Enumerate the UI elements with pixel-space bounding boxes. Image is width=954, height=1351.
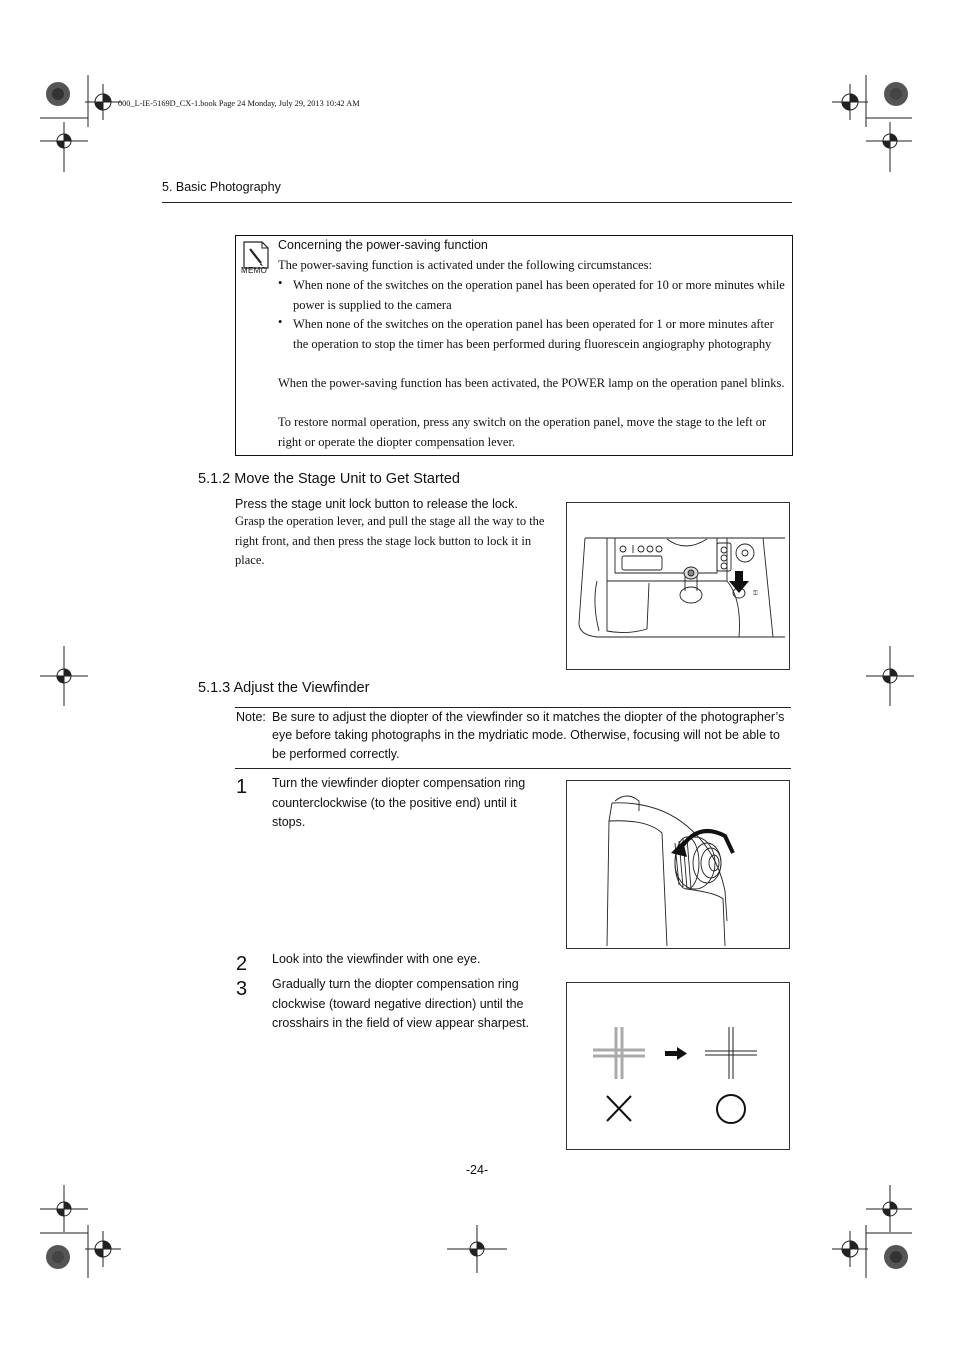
lock-symbol-icon: ⚿ [753,590,758,597]
correct-circle-icon [717,1095,745,1123]
viewfinder-illustration [567,781,789,948]
page-number: -24- [465,1163,489,1177]
memo-paragraph-1: When the power-saving function has been activated, the POWER lamp on the operation panel blinks. [278,376,785,390]
memo-label: MEMO [241,266,268,275]
crosshair-comparison-illustration [567,983,789,1149]
bullet-marker: • [278,276,283,290]
step-number: 2 [236,953,248,975]
memo-box [235,235,793,456]
stage-unit-illustration [567,503,789,669]
header-rule [162,202,792,203]
note-bottom-rule [235,768,791,769]
step-1-text: Turn the viewfinder diopter compensation ring counterclockwise (to the positive end) until it stops. [272,776,526,830]
running-header: 5. Basic Photography [162,180,281,194]
step-2-text: Look into the viewfinder with one eye. [272,952,481,966]
figure-crosshairs [566,982,790,1150]
memo-bullet-2: When none of the switches on the operation panel has been operated for 1 or more minutes after the operation to stop the timer has been performed during fluorescein angiography photography [293,317,774,351]
figure-viewfinder-ring [566,780,790,949]
section-heading-513: 5.1.3 Adjust the Viewfinder [198,680,370,696]
memo-intro: The power-saving function is activated under the following circumstances: [278,258,652,272]
arrow-right-icon [665,1047,687,1060]
memo-paragraph-2: To restore normal operation, press any switch on the operation panel, move the stage to the left or right or operate the diopter compensation lever. [278,415,767,449]
section-heading-512: 5.1.2 Move the Stage Unit to Get Started [198,471,460,487]
bullet-marker: • [278,315,283,329]
section-512-lead: Press the stage unit lock button to release the lock. [235,497,518,511]
note-text: Be sure to adjust the diopter of the viewfinder so it matches the diopter of the photographer’s eye before taking photographs in the mydriatic mode. Otherwise, focusing will not be able to be performed correctly. [272,710,785,761]
step-number: 3 [236,978,248,1000]
incorrect-x-icon [607,1096,631,1121]
step-3-text: Gradually turn the diopter compensation ring clockwise (toward negative direction) until the crosshairs in the field of view appear sharpest. [272,977,530,1031]
memo-title: Concerning the power-saving function [278,238,488,252]
section-512-body: Grasp the operation lever, and pull the stage all the way to the right front, and then press the stage lock button to lock it in place. [235,514,545,568]
sharp-crosshair [705,1027,757,1079]
memo-bullet-1: When none of the switches on the operation panel has been operated for 10 or more minutes while power is supplied to the camera [293,278,785,312]
note-label: Note: [236,710,266,724]
figure-stage-lock [566,502,790,670]
step-number: 1 [236,776,248,798]
blurred-crosshair [593,1027,645,1079]
print-header: 000_L-IE-5169D_CX-1.book Page 24 Monday, July 29, 2013 10:42 AM [118,99,360,108]
